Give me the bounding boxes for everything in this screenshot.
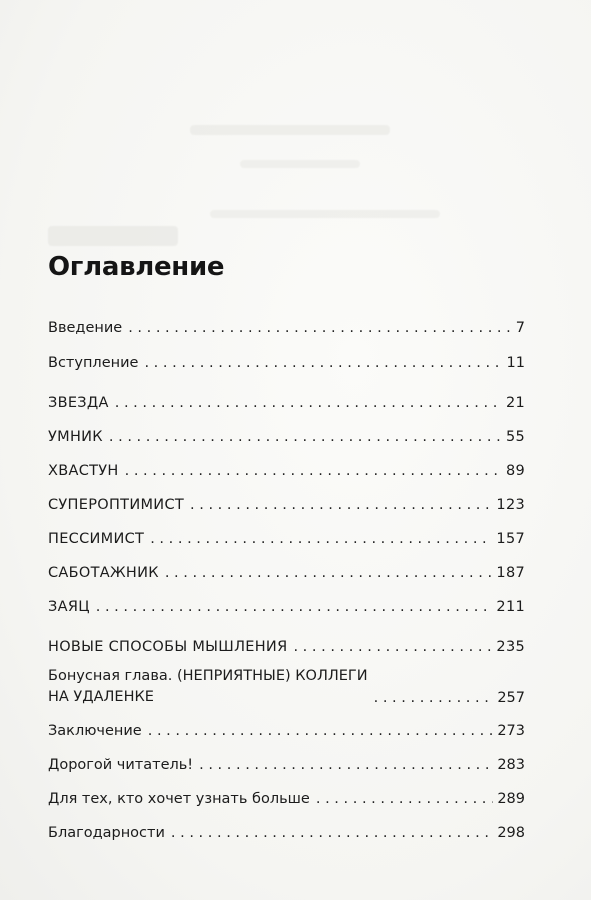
toc-entry-page: 273 bbox=[497, 723, 525, 739]
leader-dots bbox=[190, 495, 492, 515]
toc-entry-further-reading bbox=[48, 789, 525, 809]
toc-entry-page: 89 bbox=[505, 463, 525, 479]
toc-entry-page: 55 bbox=[505, 429, 525, 445]
toc-entry-page: 257 bbox=[497, 690, 525, 706]
toc-entry-know-it-all bbox=[48, 427, 525, 447]
toc-entry-introduction bbox=[48, 318, 525, 338]
toc-entry-label bbox=[48, 666, 368, 708]
leader-dots bbox=[109, 427, 502, 447]
toc-entry-conclusion bbox=[48, 721, 525, 741]
toc-entry-acknowledgements bbox=[48, 823, 525, 843]
toc-entry-label: УМНИК bbox=[48, 429, 103, 445]
toc-entry-page: 283 bbox=[497, 757, 525, 773]
toc-entry-label: САБОТАЖНИК bbox=[48, 565, 159, 581]
toc-entry-label: СУПЕРОПТИМИСТ bbox=[48, 497, 185, 513]
leader-dots bbox=[316, 789, 493, 809]
toc-entry-preface bbox=[48, 353, 525, 373]
toc-entry-new-ways-of-thinking bbox=[48, 637, 525, 657]
leader-dots bbox=[374, 688, 494, 708]
leader-dots bbox=[96, 597, 493, 617]
toc-entry-freeloader bbox=[48, 597, 525, 617]
toc-entry-label-line: НА УДАЛЕНКЕ bbox=[48, 689, 154, 705]
bleed-through-shadow bbox=[240, 160, 360, 168]
toc-entry-dear-reader bbox=[48, 755, 525, 775]
bleed-through-shadow bbox=[210, 210, 440, 218]
toc-entry-page: 298 bbox=[497, 825, 525, 841]
toc-entry-page: 289 bbox=[497, 791, 525, 807]
toc-entry-label: Для тех, кто хочет узнать больше bbox=[48, 791, 310, 807]
toc-entry-page: 211 bbox=[496, 599, 525, 615]
page-title: Оглавление bbox=[48, 252, 225, 282]
leader-dots bbox=[293, 637, 492, 657]
toc-entry-label: Заключение bbox=[48, 723, 142, 739]
leader-dots bbox=[199, 755, 493, 775]
toc-entry-page: 11 bbox=[506, 355, 525, 371]
leader-dots bbox=[144, 353, 502, 373]
toc-entry-super-optimist bbox=[48, 495, 525, 515]
toc-entry-page: 157 bbox=[496, 531, 525, 547]
toc-entry-label-line: Бонусная глава. (НЕПРИЯТНЫЕ) КОЛЛЕГИ bbox=[48, 668, 368, 684]
toc-entry-star bbox=[48, 393, 525, 413]
leader-dots bbox=[125, 461, 502, 481]
toc-entry-label: Дорогой читатель! bbox=[48, 757, 194, 773]
leader-dots bbox=[150, 529, 492, 549]
toc-entry-label: Благодарности bbox=[48, 825, 165, 841]
toc-entry-pessimist bbox=[48, 529, 525, 549]
leader-dots bbox=[115, 393, 502, 413]
toc-entry-label: НОВЫЕ СПОСОБЫ МЫШЛЕНИЯ bbox=[48, 639, 288, 655]
toc-entry-page: 123 bbox=[496, 497, 525, 513]
toc-entry-page: 7 bbox=[515, 320, 525, 336]
toc-entry-braggart bbox=[48, 461, 525, 481]
toc-entry-label: ХВАСТУН bbox=[48, 463, 119, 479]
leader-dots bbox=[148, 721, 494, 741]
bleed-through-shadow bbox=[190, 125, 390, 135]
leader-dots bbox=[171, 823, 493, 843]
toc-entry-saboteur bbox=[48, 563, 525, 583]
toc-entry-label: Введение bbox=[48, 320, 123, 336]
toc-entry-label: ЗВЕЗДА bbox=[48, 395, 109, 411]
toc-entry-page: 235 bbox=[496, 639, 525, 655]
toc-entry-bonus-chapter bbox=[48, 666, 525, 708]
toc-entry-label: ПЕССИМИСТ bbox=[48, 531, 145, 547]
toc-entry-page: 21 bbox=[505, 395, 525, 411]
leader-dots bbox=[165, 563, 493, 583]
toc-entry-label: Вступление bbox=[48, 355, 139, 371]
toc-entry-label: ЗАЯЦ bbox=[48, 599, 90, 615]
toc-entry-page: 187 bbox=[496, 565, 525, 581]
leader-dots bbox=[128, 318, 512, 338]
bleed-through-shadow bbox=[48, 226, 178, 246]
